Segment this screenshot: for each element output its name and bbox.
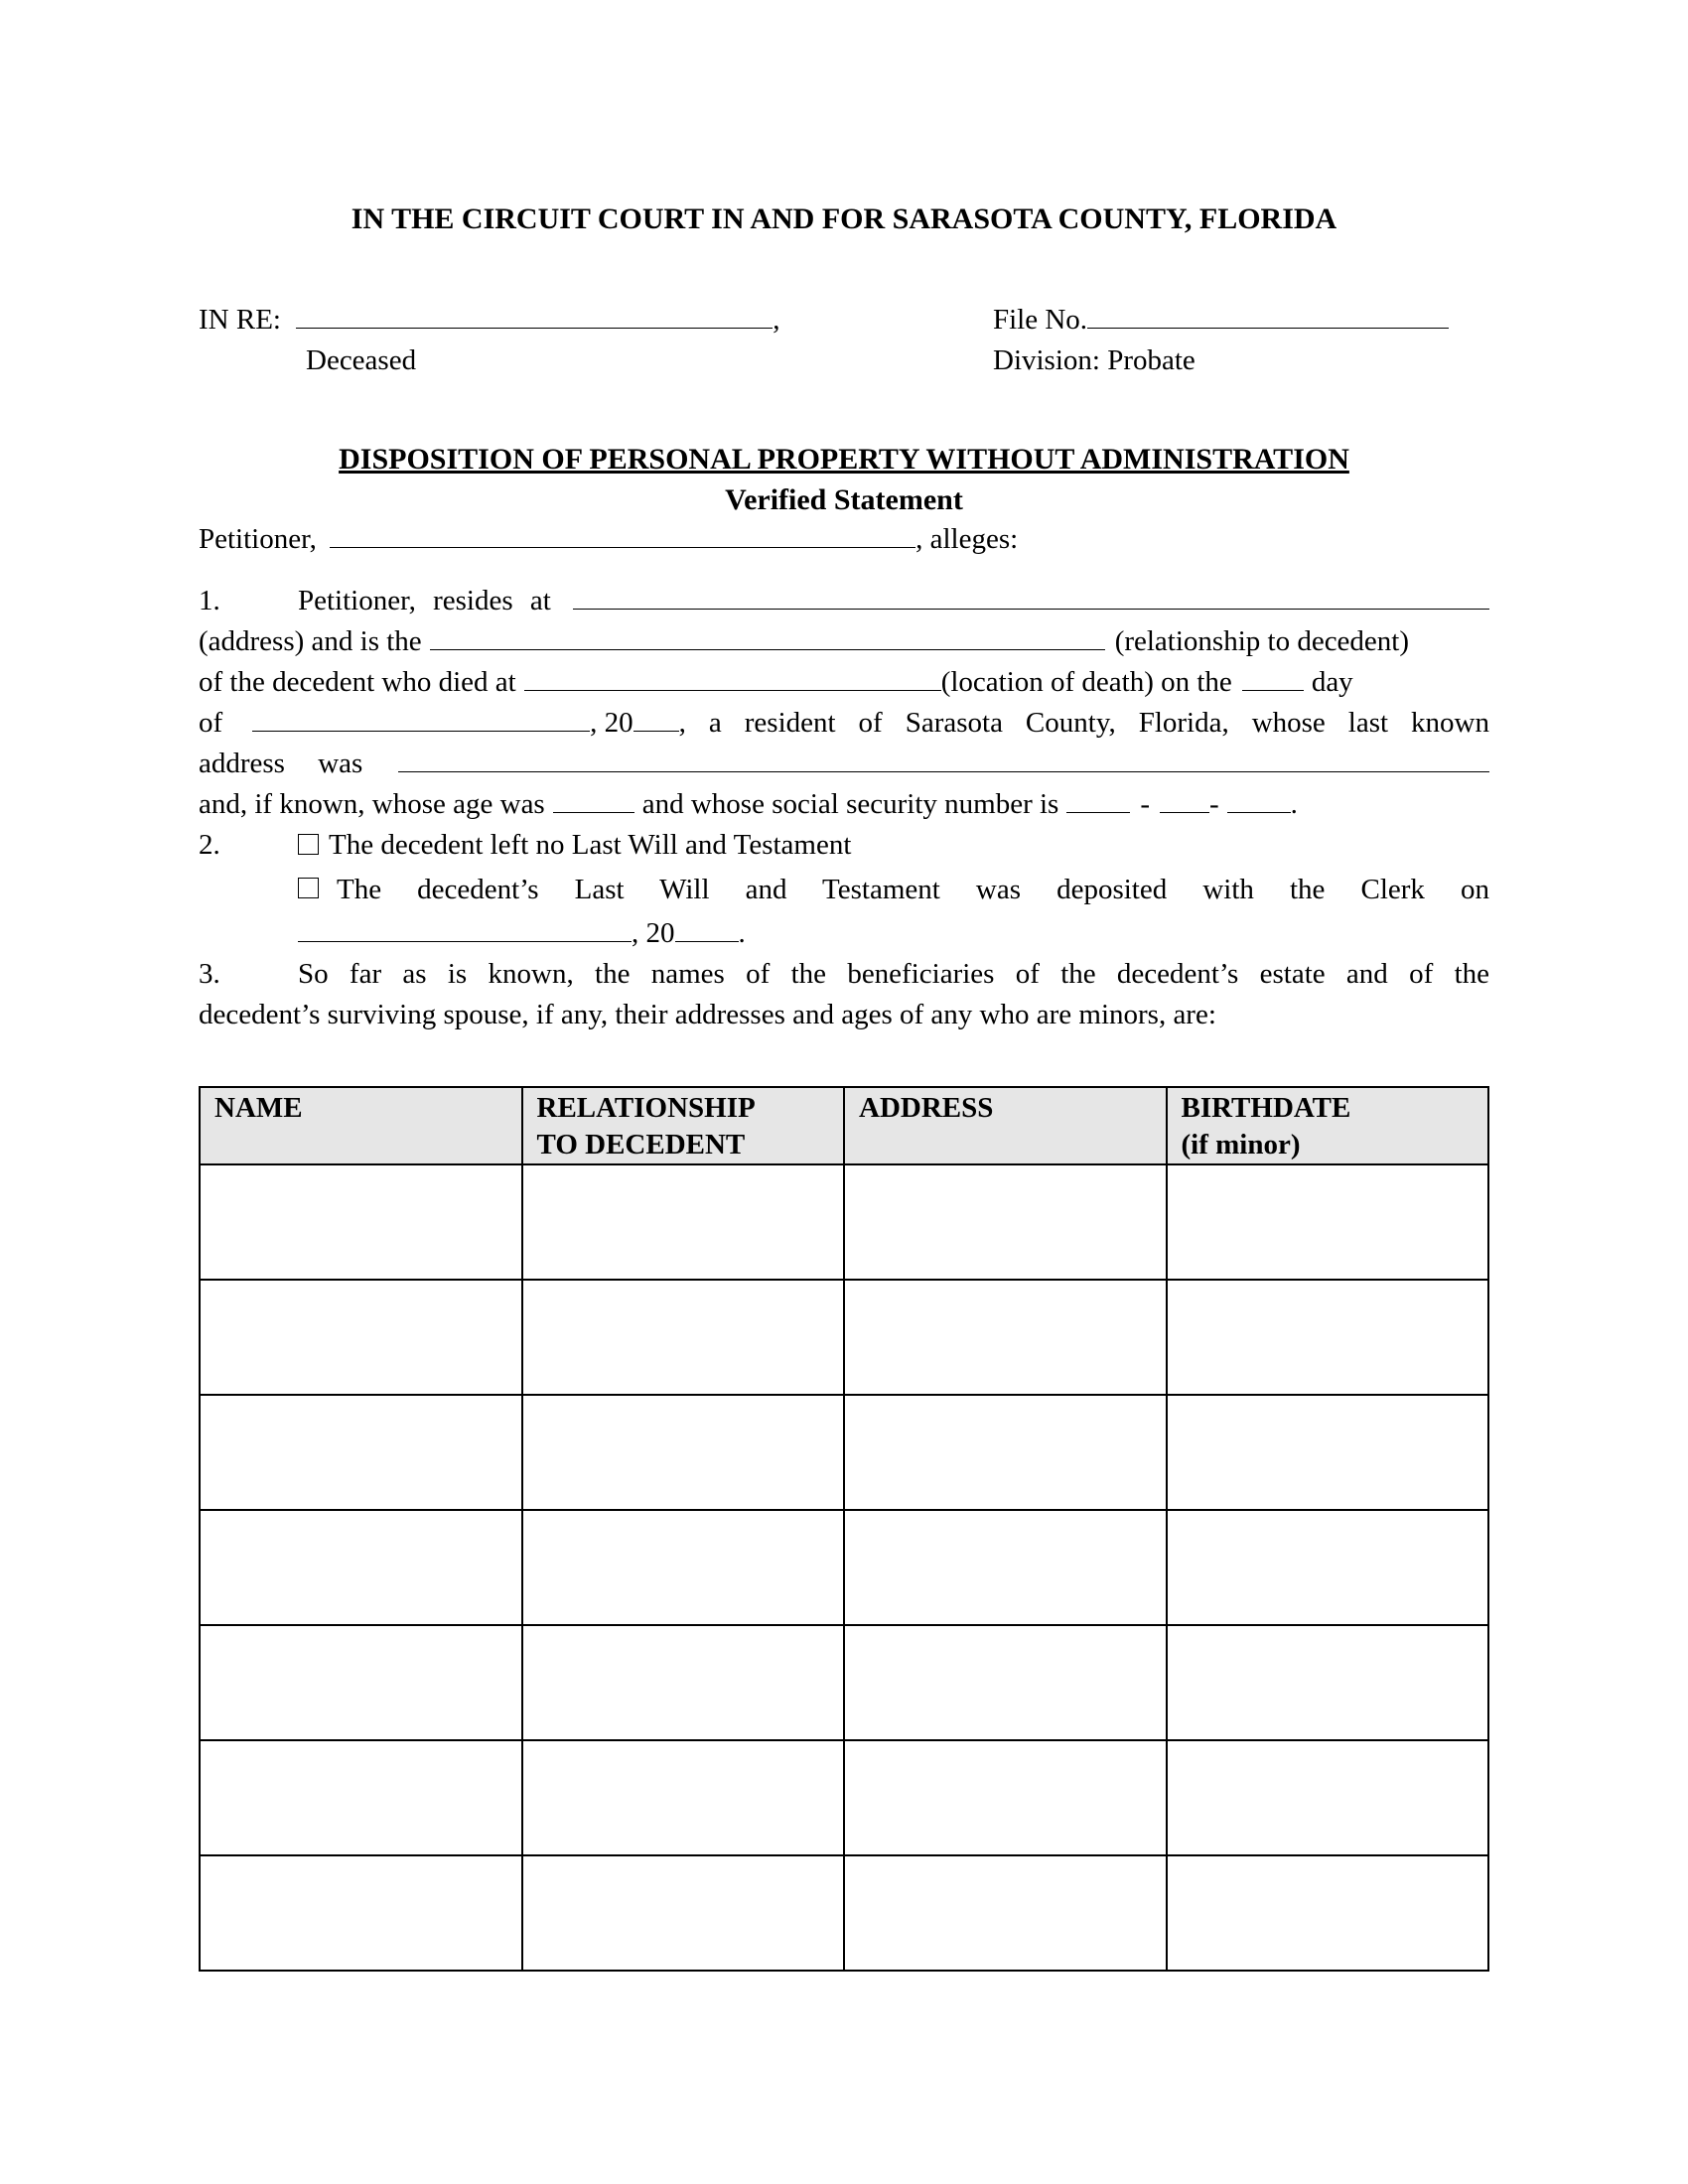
of-label: of — [199, 707, 223, 739]
petitioner-address-field[interactable] — [573, 581, 1489, 610]
address-label: address was — [199, 748, 363, 779]
file-no-label: File No. — [993, 304, 1088, 336]
beneficiaries-table — [199, 1086, 1489, 1972]
name-cell[interactable] — [200, 1740, 522, 1855]
resides-text: Petitioner, resides at — [298, 585, 551, 616]
para3-line2: decedent’s surviving spouse, if any, their addresses and ages of any who are minors, are: — [199, 999, 1216, 1030]
para1-line4 — [199, 703, 1489, 744]
birthdate-cell[interactable] — [1167, 1740, 1489, 1855]
petitioner-name-field[interactable] — [330, 519, 915, 548]
will-year-prefix: , 20 — [632, 917, 675, 949]
birthdate-cell[interactable] — [1167, 1625, 1489, 1740]
decedent-address-field[interactable] — [398, 744, 1489, 772]
para2-line1 — [199, 825, 1489, 866]
para2-number: 2. — [199, 829, 220, 861]
table-header-row — [200, 1087, 1488, 1164]
will-period: . — [738, 917, 746, 949]
relationship-field[interactable] — [430, 621, 1105, 650]
relationship-cell[interactable] — [522, 1740, 845, 1855]
col-address-header: ADDRESS — [844, 1087, 1167, 1164]
relationship-cell[interactable] — [522, 1625, 845, 1740]
decedent-name-field[interactable] — [296, 300, 773, 329]
birthdate-cell[interactable] — [1167, 1855, 1489, 1971]
will-deposited-checkbox[interactable] — [298, 878, 319, 898]
para1-line1 — [199, 581, 1489, 621]
will-deposit-year-field[interactable] — [675, 913, 739, 942]
in-re-label: IN RE: — [199, 304, 281, 336]
petitioner-label: Petitioner, — [199, 523, 317, 555]
no-will-text: The decedent left no Last Will and Testament — [329, 829, 852, 861]
ssn-part1-field[interactable] — [1066, 784, 1130, 813]
ssn-dash-1: - — [1140, 788, 1150, 820]
para3-text-1: So far as is known, the names of the beneficiaries of the decedent’s estate and of the — [298, 958, 1489, 990]
file-no-field[interactable] — [1087, 300, 1449, 329]
ssn-part2-field[interactable] — [1160, 784, 1209, 813]
birthdate-cell[interactable] — [1167, 1510, 1489, 1625]
petitioner-line — [199, 519, 1489, 560]
ssn-part3-field[interactable] — [1227, 784, 1291, 813]
para1-line3 — [199, 662, 1489, 703]
resident-text: , a resident of Sarasota County, Florida, whose last known — [678, 707, 1489, 739]
death-month-field[interactable] — [252, 703, 590, 732]
deceased-label: Deceased — [306, 344, 417, 376]
relationship-suffix: (relationship to decedent) — [1114, 625, 1410, 657]
death-day-field[interactable] — [1242, 662, 1304, 691]
day-label: day — [1311, 666, 1353, 698]
address-cell[interactable] — [844, 1395, 1167, 1510]
address-cell[interactable] — [844, 1625, 1167, 1740]
table-row — [200, 1740, 1488, 1855]
address-cell[interactable] — [844, 1280, 1167, 1395]
location-suffix: (location of death) on the — [940, 666, 1232, 698]
caption-in-re — [199, 300, 834, 381]
will-deposited-text: The decedent’s Last Will and Testament was deposited with the Clerk on — [337, 874, 1489, 905]
para1-line6 — [199, 784, 1489, 825]
caption-file-info — [993, 300, 1489, 381]
document-page — [199, 0, 1489, 2184]
relationship-cell[interactable] — [522, 1855, 845, 1971]
para1-number: 1. — [199, 585, 220, 616]
address-cell[interactable] — [844, 1855, 1167, 1971]
ssn-period: . — [1290, 788, 1298, 820]
no-will-checkbox[interactable] — [298, 834, 319, 855]
ssn-text: and whose social security number is — [641, 788, 1059, 820]
para3-number: 3. — [199, 958, 220, 990]
address-cell[interactable] — [844, 1510, 1167, 1625]
relationship-cell[interactable] — [522, 1395, 845, 1510]
location-of-death-field[interactable] — [524, 662, 941, 691]
ssn-dash-2: - — [1209, 788, 1219, 820]
para1-line2 — [199, 621, 1489, 662]
address-cell[interactable] — [844, 1740, 1167, 1855]
name-cell[interactable] — [200, 1395, 522, 1510]
age-field[interactable] — [553, 784, 634, 813]
name-cell[interactable] — [200, 1164, 522, 1280]
division-label: Division: Probate — [993, 344, 1196, 376]
table-row — [200, 1625, 1488, 1740]
age-prefix: and, if known, whose age was — [199, 788, 545, 820]
col-relationship-header: RELATIONSHIP TO DECEDENT — [522, 1087, 845, 1164]
para3-line1 — [199, 954, 1489, 995]
form-subtitle: Verified Statement — [725, 483, 963, 516]
court-title: IN THE CIRCUIT COURT IN AND FOR SARASOTA COUNTY, FLORIDA — [351, 203, 1337, 235]
year-prefix: , 20 — [590, 707, 633, 739]
birthdate-cell[interactable] — [1167, 1164, 1489, 1280]
name-cell[interactable] — [200, 1510, 522, 1625]
died-prefix: of the decedent who died at — [199, 666, 516, 698]
address-cell[interactable] — [844, 1164, 1167, 1280]
col-name-header: NAME — [200, 1087, 522, 1164]
para2-line3 — [298, 913, 1489, 954]
alleges-text: , alleges: — [915, 523, 1019, 555]
table-row — [200, 1855, 1488, 1971]
relationship-cell[interactable] — [522, 1280, 845, 1395]
table-row — [200, 1280, 1488, 1395]
table-row — [200, 1164, 1488, 1280]
relationship-cell[interactable] — [522, 1510, 845, 1625]
form-title: DISPOSITION OF PERSONAL PROPERTY WITHOUT ADMINISTRATION — [339, 443, 1349, 476]
table-row — [200, 1510, 1488, 1625]
para1-line5 — [199, 744, 1489, 784]
address-prefix: (address) and is the — [199, 625, 422, 657]
will-deposit-date-field[interactable] — [298, 913, 632, 942]
caption-comma: , — [773, 304, 780, 336]
name-cell[interactable] — [200, 1855, 522, 1971]
table-row — [200, 1395, 1488, 1510]
death-year-field[interactable] — [633, 703, 679, 732]
birthdate-cell[interactable] — [1167, 1395, 1489, 1510]
relationship-cell[interactable] — [522, 1164, 845, 1280]
name-cell[interactable] — [200, 1280, 522, 1395]
name-cell[interactable] — [200, 1625, 522, 1740]
para2-line2 — [298, 870, 1489, 910]
col-birthdate-header: BIRTHDATE (if minor) — [1167, 1087, 1489, 1164]
birthdate-cell[interactable] — [1167, 1280, 1489, 1395]
